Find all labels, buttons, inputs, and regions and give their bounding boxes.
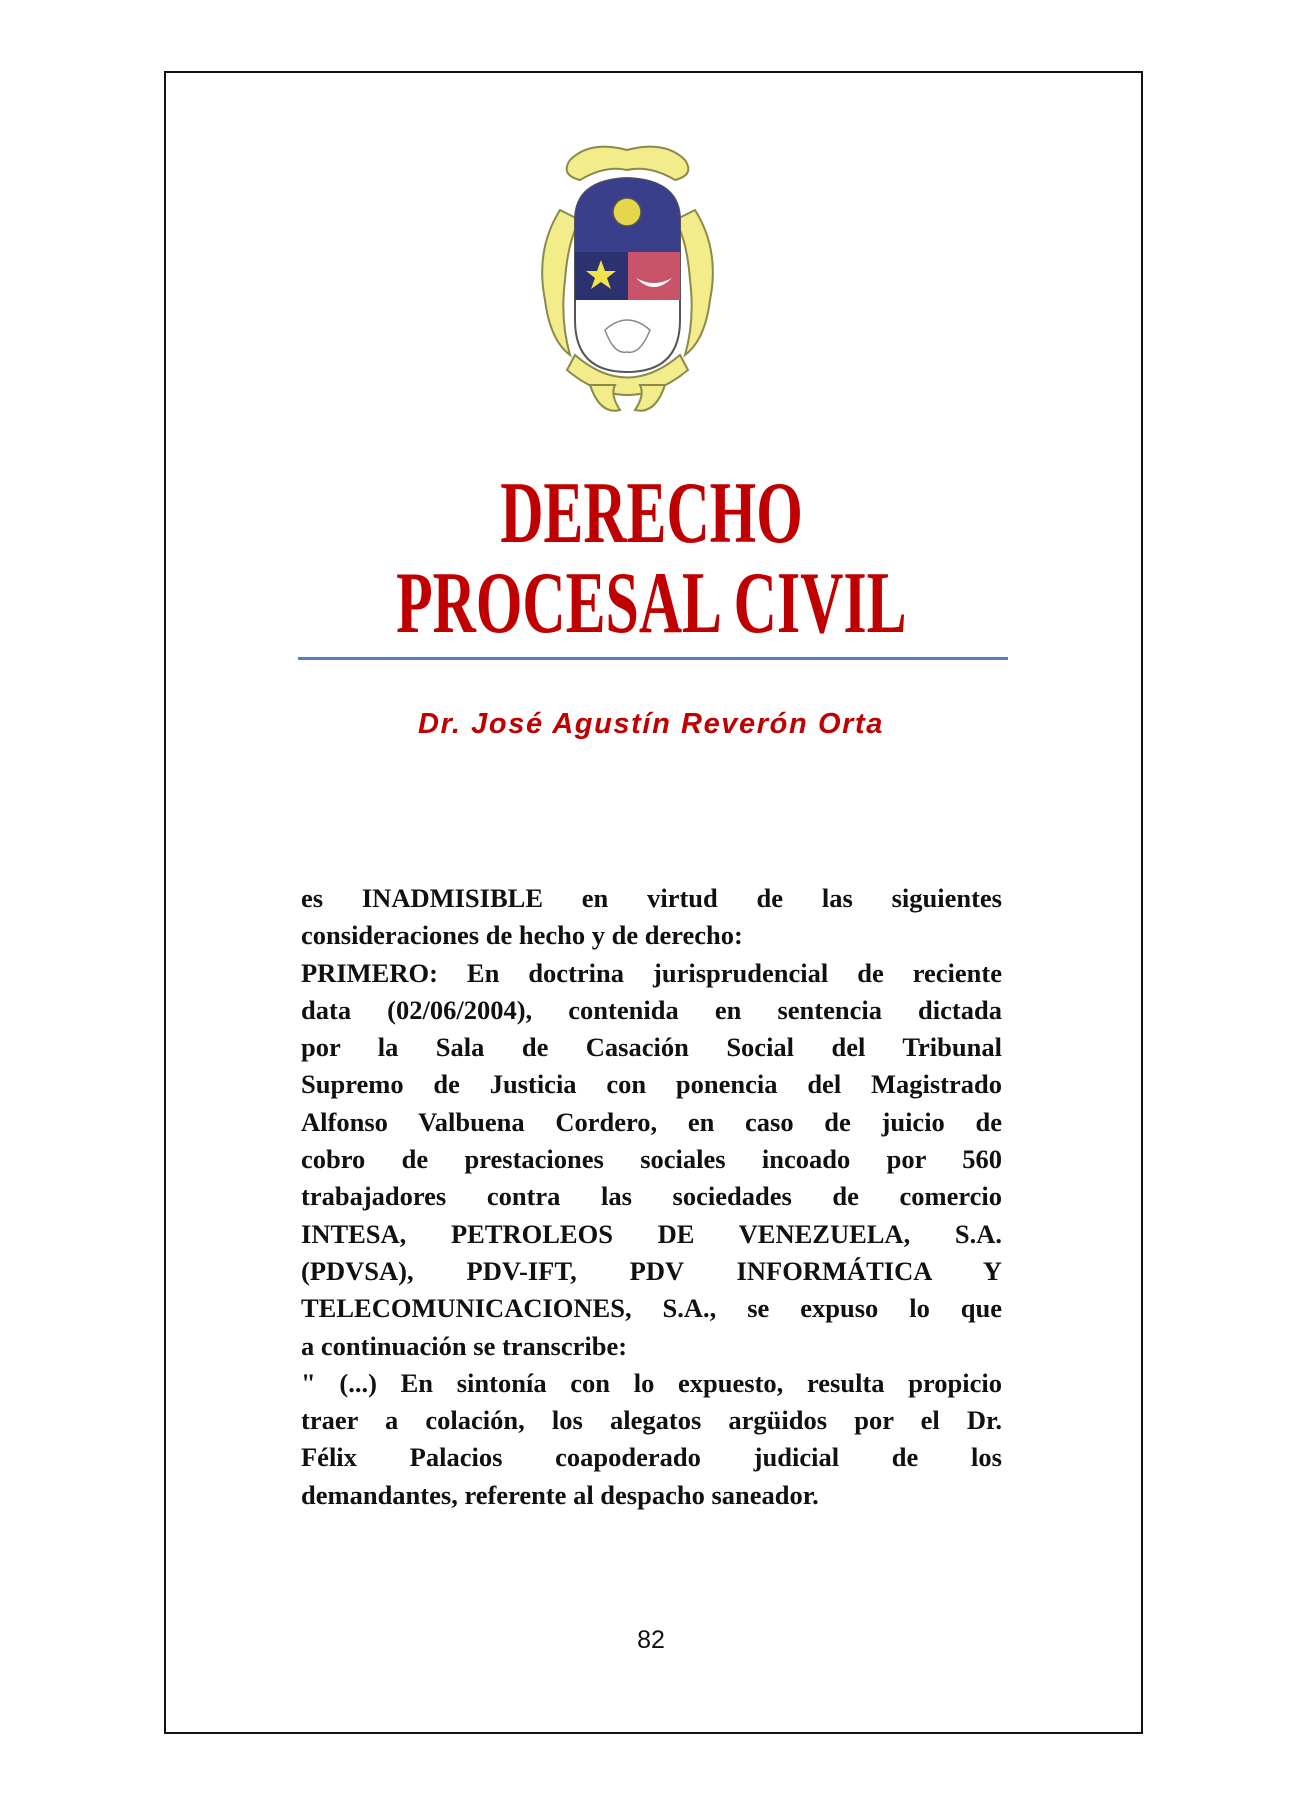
body-line: (PDVSA), PDV-IFT, PDV INFORMÁTICA Y — [301, 1255, 1002, 1286]
body-line: data (02/06/2004), contenida en sentencia dictada — [301, 994, 1002, 1025]
body-line: Félix Palacios coapoderado judicial de los — [301, 1442, 1002, 1473]
body-line: " (...) En sintonía con lo expuesto, resulta propicio — [301, 1367, 1002, 1398]
body-line: demandantes, referente al despacho saneador. — [301, 1479, 819, 1510]
page-number: 82 — [637, 1626, 665, 1654]
body-line: TELECOMUNICACIONES, S.A., se expuso lo que — [301, 1293, 1002, 1324]
body-line: Supremo de Justicia con ponencia del Magistrado — [301, 1069, 1002, 1100]
title-divider — [298, 657, 1008, 660]
body-line: Alfonso Valbuena Cordero, en caso de juicio de — [301, 1106, 1002, 1137]
body-line: PRIMERO: En doctrina jurisprudencial de reciente — [301, 957, 1002, 988]
body-text — [301, 880, 1002, 1514]
body-line: INTESA, PETROLEOS DE VENEZUELA, S.A. — [301, 1218, 1002, 1249]
title-line-2: PROCESAL CIVIL — [395, 555, 907, 652]
body-line: por la Sala de Casación Social del Tribunal — [301, 1032, 1002, 1063]
body-line: trabajadores contra las sociedades de comercio — [301, 1181, 1002, 1212]
title-line-1: DERECHO — [499, 465, 803, 562]
body-line: consideraciones de hecho y de derecho: — [301, 920, 743, 951]
body-line: es INADMISIBLE en virtud de las siguientes — [301, 883, 1002, 913]
body-line: cobro de prestaciones sociales incoado por 560 — [301, 1144, 1002, 1175]
body-line: traer a colación, los alegatos argüidos por el Dr. — [301, 1405, 1002, 1436]
body-line: a continuación se transcribe: — [301, 1330, 628, 1361]
coat-of-arms-logo — [530, 140, 725, 422]
author-name: Dr. José Agustín Reverón Orta — [418, 708, 884, 740]
